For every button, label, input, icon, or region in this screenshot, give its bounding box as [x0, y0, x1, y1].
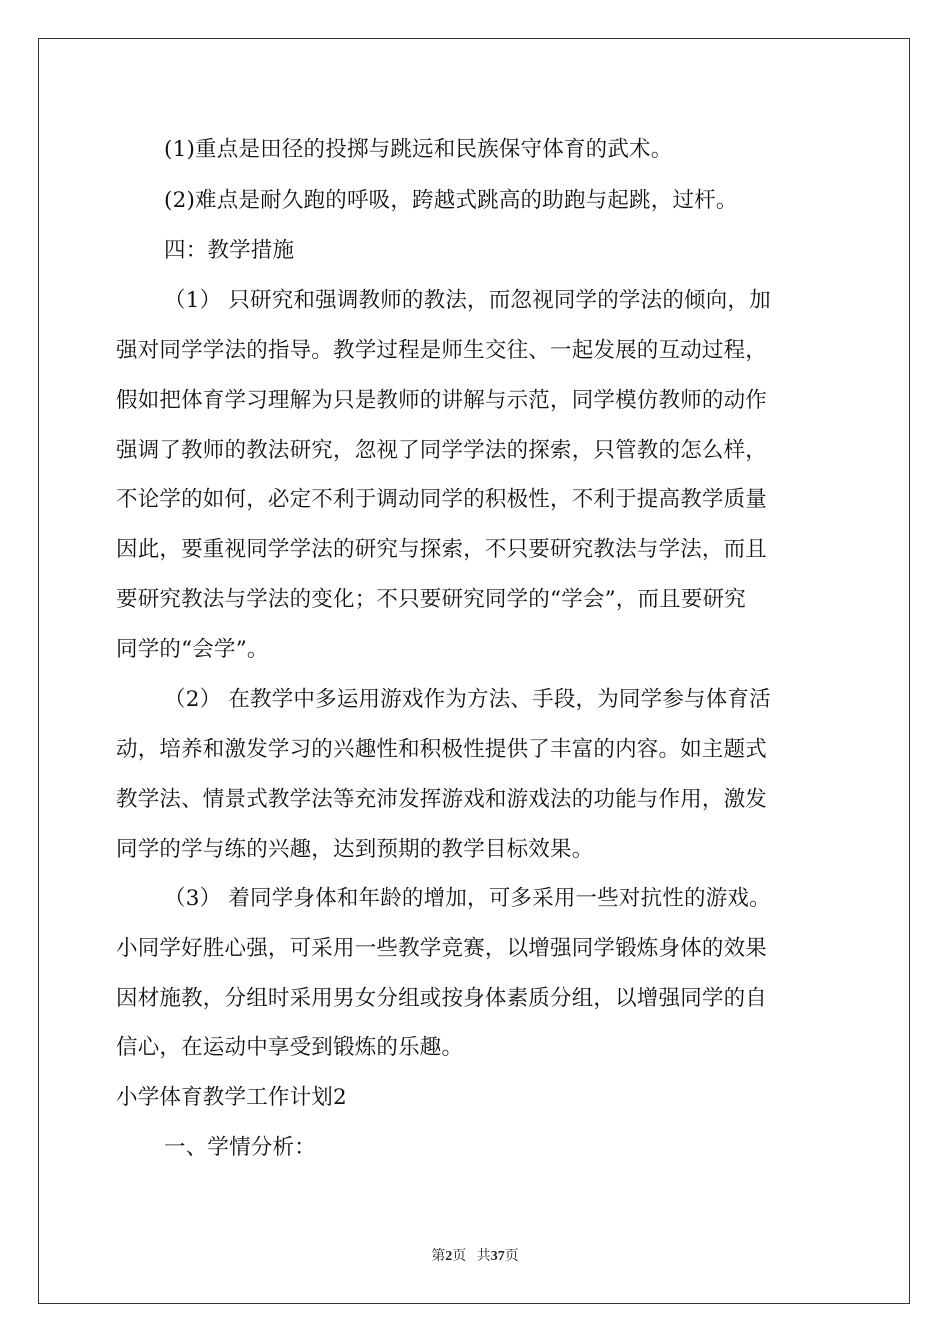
text-line: 教学法、情景式教学法等充沛发挥游戏和游戏法的功能与作用，激发: [116, 787, 768, 812]
text-line: 不论学的如何，必定不利于调动同学的积极性，不利于提高教学质量: [116, 487, 768, 512]
total-suffix: 页: [504, 1249, 519, 1264]
document-heading: 小学体育教学工作计划2: [116, 1085, 347, 1110]
text-line: 强对同学学法的指导。教学过程是师生交往、一起发展的互动过程，: [116, 338, 768, 363]
page-suffix: 页: [452, 1249, 467, 1264]
text-line: 因材施教，分组时采用男女分组或按身体素质分组，以增强同学的自: [116, 986, 768, 1011]
text-line: 信心，在运动中享受到锻炼的乐趣。: [116, 1035, 464, 1060]
text-line: （1） 只研究和强调教师的教法，而忽视同学的学法的倾向，加: [164, 288, 771, 313]
page-prefix: 第: [431, 1249, 446, 1264]
page-border: [38, 38, 910, 1304]
text-line: 同学的“会学”。: [116, 637, 269, 662]
page-number: 2: [445, 1249, 453, 1264]
text-line: （2） 在教学中多运用游戏作为方法、手段，为同学参与体育活: [164, 687, 771, 712]
text-line: 同学的学与练的兴趣，达到预期的教学目标效果。: [116, 837, 594, 862]
text-line: 因此，要重视同学学法的研究与探索，不只要研究教法与学法，而且: [116, 537, 768, 562]
text-line: 强调了教师的教法研究，忽视了同学学法的探索，只管教的怎么样，: [116, 438, 768, 463]
page-footer: [0, 1248, 950, 1266]
text-line: (2)难点是耐久跑的呼吸，跨越式跳高的助跑与起跳，过杆。: [164, 188, 738, 213]
total-prefix: 共: [476, 1249, 491, 1264]
section-heading: 一、学情分析：: [164, 1135, 316, 1160]
text-line: 要研究教法与学法的变化；不只要研究同学的“学会”，而且要研究: [116, 587, 746, 612]
section-heading: 四：教学措施: [164, 238, 295, 263]
text-line: 动，培养和激发学习的兴趣性和积极性提供了丰富的内容。如主题式: [116, 737, 768, 762]
text-line: （3） 着同学身体和年龄的增加，可多采用一些对抗性的游戏。: [164, 886, 771, 911]
total-pages: 37: [490, 1249, 505, 1264]
text-line: 小同学好胜心强，可采用一些教学竞赛，以增强同学锻炼身体的效果: [116, 936, 768, 961]
text-line: (1)重点是田径的投掷与跳远和民族保守体育的武术。: [164, 137, 673, 162]
text-line: 假如把体育学习理解为只是教师的讲解与示范，同学模仿教师的动作: [116, 388, 768, 413]
